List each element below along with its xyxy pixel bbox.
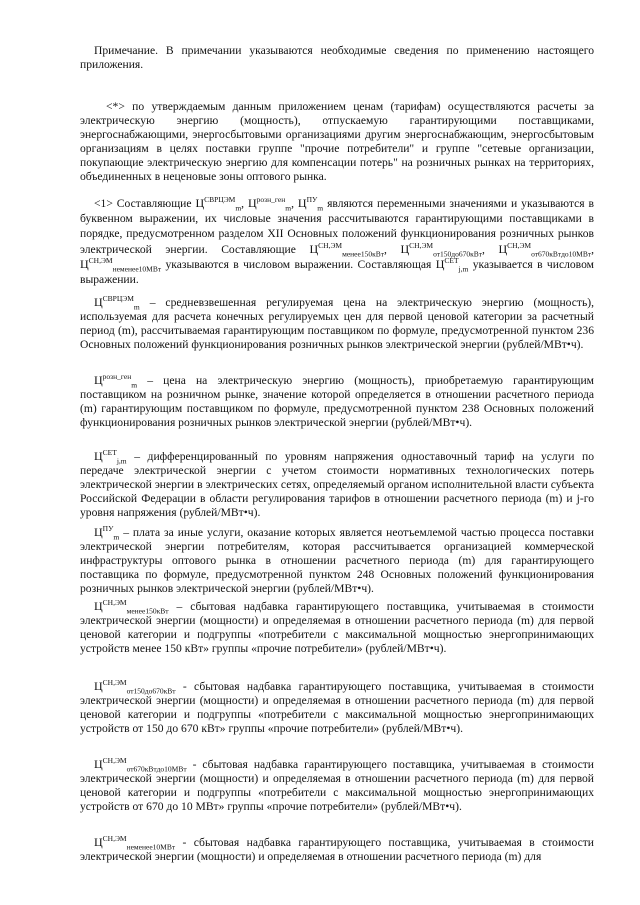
definition-set-text: – дифференцированный по уровням напряжения одноставочный тариф на услуги по передаче электрической энергии с учетом стоимости нормативных технологических потерь электрической энергии в электрических сетях, определяемый органом исполнительной власти субъекта Российской Федерации в области регулирования тарифов в отношении расчетного периода (m) и j-го уровня напряжения (рублей/МВт•ч).	[80, 450, 594, 519]
symbol-set: $Ц^{СЕТ}_{j,m}$	[435, 255, 469, 274]
definition-pu-text: – плата за иные услуги, оказание которых является неотъемлемой частью процесса поставки электрической энергии потребителям, которая рассчитывается организацией коммерческой инфраструктуры оптового рынка в отношении расчетного периода (m) для гарантирующего поставщика по формуле, предусмотренной пунктом 248 Основных положений функционирования розничных рынков электрической энергии (рублей/МВт•ч).	[80, 526, 594, 595]
symbol-670-10-def: $Ц^{СН,ЭМ}_{от670кВтдо10МВт}$	[94, 756, 187, 774]
symbol-pu-def: $Ц^{ПУ}_m$	[94, 524, 120, 542]
definition-less150	[80, 600, 594, 656]
definition-150-670	[80, 680, 594, 736]
symbol-150-670: $Ц^{СН,ЭМ}_{от150до670кВт}$	[400, 240, 482, 258]
symbol-rozn-gen-def: $Ц^{розн\_ген}_m$	[94, 372, 138, 390]
definition-notless10	[80, 836, 594, 864]
symbol-svrcem: $Ц^{СВРЦЭМ}_m$	[195, 195, 242, 213]
definition-pu	[80, 526, 594, 596]
footnote-1-text-b: являются переменными значениями и указываются в буквенном выражении, их числовые значения рассчитываются гарантирующими поставщиками в порядке, предусмотренном разделом XII Основных положений функционирования розничных рынков электрической энергии. Составляющие	[80, 197, 595, 256]
definition-svrcem	[80, 296, 594, 352]
definition-rozn-gen	[80, 374, 594, 430]
symbol-rozn-gen: $Ц^{розн\_ген}_m$	[248, 195, 292, 213]
definition-less150-text: – сбытовая надбавка гарантирующего поставщика, учитываемая в стоимости электрической энергии (мощности) и определяемая в отношении расчетного периода (m) для первой ценовой категории и подгруппы «потребители с максимальной мощностью энергопринимающих устройств менее 150 кВт» группы «прочие потребители» (рублей/МВт•ч).	[80, 600, 594, 655]
definition-svrcem-text: – средневзвешенная регулируемая цена на электрическую энергию (мощность), используемая для расчета конечных регулируемых цен для первой ценовой категории за расчетный период (m), рассчитываемая гарантирующим поставщиком по формуле, предусмотренной пунктом 236 Основных положений функционирования розничных рынков электрической энергии (рублей/МВт•ч).	[80, 296, 594, 351]
definition-rozn-gen-text: – цена на электрическую энергию (мощность), приобретаемую гарантирующим поставщиком на розничном рынке, значение которой определяется в отношении расчетного периода (m) гарантирующим поставщиком по формуле, предусмотренной пунктом 238 Основных положений функционирования розничных рынков электрической энергии (рублей/МВт•ч).	[80, 374, 594, 429]
definition-670-10	[80, 758, 594, 814]
symbol-less150-def: $Ц^{СН,ЭМ}_{менее150кВт}$	[94, 598, 169, 616]
symbol-notless10: $Ц^{СН,ЭМ}_{неменее10МВт}$	[80, 255, 162, 274]
footnote-1-text-a: <1> Составляющие	[94, 197, 192, 210]
footnote-1-text-d: указывается в числовом выражении.	[80, 257, 594, 287]
definition-notless10-text: - сбытовая надбавка гарантирующего поставщика, учитываемая в стоимости электрической энергии (мощности) и определяемая в отношении расчетного периода (m) для	[80, 836, 594, 863]
symbol-set-def: $Ц^{СЕТ}_{j,m}$	[94, 448, 127, 466]
note-paragraph: Примечание. В примечании указываются необходимые сведения по применению настоящего приложения.	[80, 44, 594, 71]
symbol-notless10-def: $Ц^{СН,ЭМ}_{неменее10МВт}$	[94, 834, 176, 852]
symbol-150-670-def: $Ц^{СН,ЭМ}_{от150до670кВт}$	[94, 678, 176, 696]
symbol-pu: $Ц^{ПУ}_m$	[297, 195, 324, 213]
definition-set	[80, 450, 594, 520]
symbol-670-10: $Ц^{СН,ЭМ}_{от670кВтдо10МВт}$	[498, 240, 592, 258]
footnote-star-paragraph: <*> по утверждаемым данным приложением ценам (тарифам) осуществляются расчеты за электрическую энергию (мощность), отпускаемую гарантирующими поставщиками, энергоснабжающими, энергосбытовыми организациями другим энергоснабжающим, энергосбытовым организациям в целях поставки группе "прочие потребители" и группе "сетевые организации, покупающие электрическую энергию для компенсации потерь" на розничных рынках на территориях, объединенных в неценовые зоны оптового рынка.	[80, 100, 594, 183]
footnote-1-paragraph: <1> Составляющие $Ц^{СВРЦЭМ}_m$, $Ц^{розн\_ген}_m$, $Ц^{ПУ}_m$ являются переменными значениями и указываются в буквенном выражении, их числовые значения рассчитываются гарантирующими поставщиками в порядке, предусмотренном разделом XII Основных положений функционирования розничных рынков электрической энергии. Составляющие $Ц^{СН,ЭМ}_{менее150кВт}$, $Ц^{СН,ЭМ}_{от150до670кВт}$, $Ц^{СН,ЭМ}_{от670кВтдо10МВт}$, $Ц^{СН,ЭМ}_{неменее10МВт}$ указываются в числовом выражении. Составляющая $Ц^{СЕТ}_{j,m}$ указывается в числовом выражении.	[80, 195, 595, 287]
symbol-svrcem-def: $Ц^{СВРЦЭМ}_m$	[94, 294, 140, 312]
definition-670-10-text: - сбытовая надбавка гарантирующего поставщика, учитываемая в стоимости электрической энергии (мощности) и определяемая в отношении расчетного периода (m) для первой ценовой категории и подгруппы «потребители с максимальной мощностью энергопринимающих устройств от 670 до 10 МВт» группы «прочие потребители» (рублей/МВт•ч).	[80, 758, 594, 813]
symbol-less150: $Ц^{СН,ЭМ}_{менее150кВт}$	[309, 240, 384, 258]
footnote-1-text-c: указываются в числовом выражении. Составляющая	[165, 257, 432, 271]
definition-150-670-text: - сбытовая надбавка гарантирующего поставщика, учитываемая в стоимости электрической энергии (мощности) и определяемая в отношении расчетного периода (m) для первой ценовой категории и подгруппы «потребители с максимальной мощностью энергопринимающих устройств от 150 до 670 кВт» группы «прочие потребители» (рублей/МВт•ч).	[80, 680, 594, 735]
